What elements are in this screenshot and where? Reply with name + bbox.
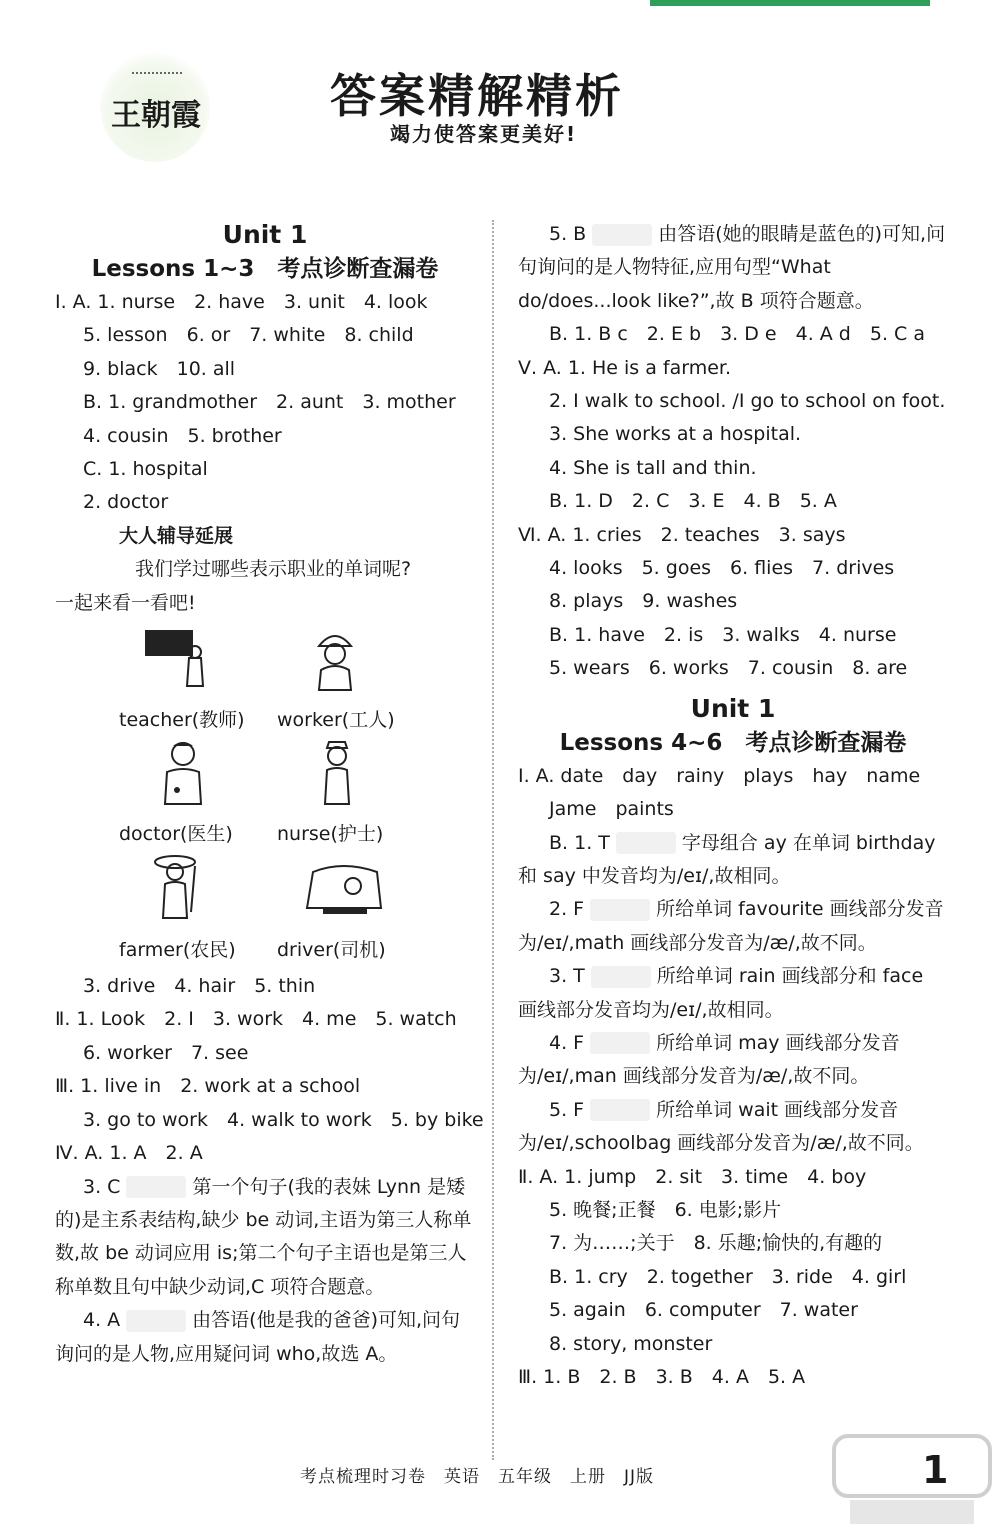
answer-line: 4. looks 5. goes 6. flies 7. drives — [549, 557, 895, 580]
analysis-tag — [590, 1099, 650, 1121]
answer-line: Ⅰ. A. 1. nurse 2. have 3. unit 4. look — [55, 291, 428, 313]
explanation-text: 第一个句子(我的表妹 Lynn 是矮的)是主系表结构,缺少 be 动词,主语为第三人称单数,故 be 动词应用 is;第二个句子主语也是第三人称单数且句中缺少动词,C 项符合题意。 — [55, 1175, 472, 1298]
answer-label: B. 1. T — [549, 831, 610, 854]
answer-line: Ⅱ. A. 1. jump 2. sit 3. time 4. boy — [518, 1165, 867, 1188]
answer-line: Ⅴ. A. 1. He is a farmer. — [518, 356, 732, 379]
answer-line: 5. lesson 6. or 7. white 8. child — [83, 324, 414, 347]
answer-label: 3. T — [549, 965, 585, 988]
answer-line: B. 1. grandmother 2. aunt 3. mother — [83, 391, 456, 414]
doctor-icon — [151, 738, 215, 808]
unit-title: Unit 1 — [690, 693, 776, 723]
answer-line: Ⅵ. A. 1. cries 2. teaches 3. says — [518, 523, 846, 546]
answer-line: 2. I walk to school. /I go to school on foot. — [549, 390, 946, 413]
analysis-tag — [590, 1032, 650, 1054]
explanation-text: 所给单词 favourite 画线部分发音为/eɪ/,math 画线部分发音为/æ/,故不同。 — [518, 898, 944, 954]
answer-line: 4. She is tall and thin. — [549, 456, 757, 479]
answer-line: 8. story, monster — [549, 1332, 713, 1355]
answer-line: 8. plays 9. washes — [549, 590, 738, 613]
answer-label: 3. C — [83, 1175, 121, 1198]
answer-label: 5. F — [549, 1098, 585, 1121]
answer-line: Ⅰ. A. date day rainy plays hay name — [518, 764, 921, 787]
page-title: 答案精解精析 — [330, 69, 624, 123]
answer-line: 3. go to work 4. walk to work 5. by bike — [83, 1108, 484, 1131]
explanation-text: 由答语(她的眼睛是蓝色的)可知,问句询问的是人物特征,应用句型“What do/does...look like?”,故 B 项符合题意。 — [518, 223, 946, 312]
explanation-block — [518, 1094, 948, 1161]
answer-label: 2. F — [549, 898, 585, 921]
explanation-block — [518, 218, 948, 318]
extension-text: 我们学过哪些表示职业的单词呢? — [135, 558, 412, 581]
answer-line: 6. worker 7. see — [83, 1041, 249, 1064]
explanation-block — [518, 827, 948, 894]
answer-line: 3. drive 4. hair 5. thin — [83, 975, 316, 998]
page-subtitle: 竭力使答案更美好! — [390, 122, 578, 146]
answer-line: 7. 为……;关于 8. 乐趣;愉快的,有趣的 — [549, 1232, 883, 1255]
unit-title: Unit 1 — [222, 220, 308, 249]
explanation-text: 所给单词 may 画线部分发音为/eɪ/,man 画线部分发音为/æ/,故不同。 — [518, 1031, 900, 1088]
explanation-block — [518, 893, 948, 960]
answer-label: 4. A — [83, 1309, 121, 1332]
explanation-block — [55, 1304, 475, 1371]
top-accent-bar — [650, 0, 930, 6]
worker-icon — [303, 624, 367, 694]
answer-line: B. 1. have 2. is 3. walks 4. nurse — [549, 623, 897, 646]
page-footer: 考点梳理时习卷 英语 五年级 上册 JJ版 — [300, 1467, 655, 1487]
answer-line: 2. doctor — [83, 491, 169, 514]
job-caption: worker(工人) — [277, 709, 395, 732]
analysis-tag — [126, 1310, 186, 1332]
answer-line: 9. black 10. all — [83, 357, 236, 380]
answer-line: 5. 晚餐;正餐 6. 电影;影片 — [549, 1198, 782, 1221]
logo-dots — [132, 72, 182, 82]
answer-label: 5. B — [549, 223, 587, 245]
answer-line: Ⅲ. 1. B 2. B 3. B 4. A 5. A — [518, 1366, 806, 1388]
answer-line: Jame paints — [549, 798, 674, 821]
answer-line: 4. cousin 5. brother — [83, 424, 282, 447]
brand-logo — [100, 52, 210, 162]
nurse-icon — [305, 738, 369, 808]
answer-line: 3. She works at a hospital. — [549, 423, 802, 446]
extension-heading: 大人辅导延展 — [119, 524, 234, 547]
lesson-title: Lessons 4~6 考点诊断查漏卷 — [559, 729, 907, 756]
column-divider — [492, 220, 494, 1460]
page-number: 1 — [922, 1448, 949, 1492]
explanation-block — [55, 1171, 475, 1305]
answer-line: B. 1. D 2. C 3. E 4. B 5. A — [549, 490, 837, 513]
analysis-tag — [590, 899, 650, 921]
job-pictures — [55, 620, 475, 970]
teacher-icon — [143, 624, 207, 694]
analysis-tag — [591, 966, 651, 988]
farmer-icon — [145, 852, 209, 922]
answer-line: B. 1. B c 2. E b 3. D e 4. A d 5. C a — [549, 323, 925, 346]
explanation-text: 所给单词 rain 画线部分和 face 画线部分发音均为/eɪ/,故相同。 — [518, 965, 924, 1021]
answer-label: 4. F — [549, 1031, 585, 1054]
left-column — [55, 218, 484, 1371]
right-column — [518, 218, 948, 1394]
logo-text: 王朝霞 — [111, 98, 201, 133]
explanation-text: 所给单词 wait 画线部分发音为/eɪ/,schoolbag 画线部分发音为/æ/,故不同。 — [518, 1098, 924, 1155]
driver-icon — [303, 852, 383, 922]
job-caption: driver(司机) — [277, 939, 386, 962]
answer-line: 5. wears 6. works 7. cousin 8. are — [549, 657, 908, 680]
extension-text: 一起来看一看吧! — [55, 591, 196, 614]
explanation-block — [518, 960, 948, 1027]
answer-line: 5. again 6. computer 7. water — [549, 1299, 858, 1322]
watermark — [830, 1430, 995, 1530]
explanation-block — [518, 1027, 948, 1094]
analysis-tag — [126, 1176, 186, 1198]
answer-line: Ⅱ. 1. Look 2. I 3. work 4. me 5. watch — [55, 1008, 457, 1031]
watermark-logo-icon — [830, 1430, 995, 1530]
answer-line: B. 1. cry 2. together 3. ride 4. girl — [549, 1265, 907, 1288]
job-caption: doctor(医生) — [119, 823, 233, 846]
job-caption: teacher(教师) — [119, 709, 245, 732]
answer-line: C. 1. hospital — [83, 458, 208, 481]
explanation-text: 字母组合 ay 在单词 birthday 和 say 中发音均为/eɪ/,故相同。 — [518, 831, 936, 887]
answer-line: Ⅳ. A. 1. A 2. A — [55, 1142, 203, 1165]
analysis-tag — [592, 224, 652, 246]
explanation-text: 由答语(他是我的爸爸)可知,问句询问的是人物,应用疑问词 who,故选 A。 — [55, 1309, 461, 1365]
analysis-tag — [616, 832, 676, 854]
job-caption: farmer(农民) — [119, 939, 236, 962]
job-caption: nurse(护士) — [277, 823, 384, 846]
lesson-title: Lessons 1~3 考点诊断查漏卷 — [91, 256, 439, 282]
answer-line: Ⅲ. 1. live in 2. work at a school — [55, 1075, 361, 1098]
